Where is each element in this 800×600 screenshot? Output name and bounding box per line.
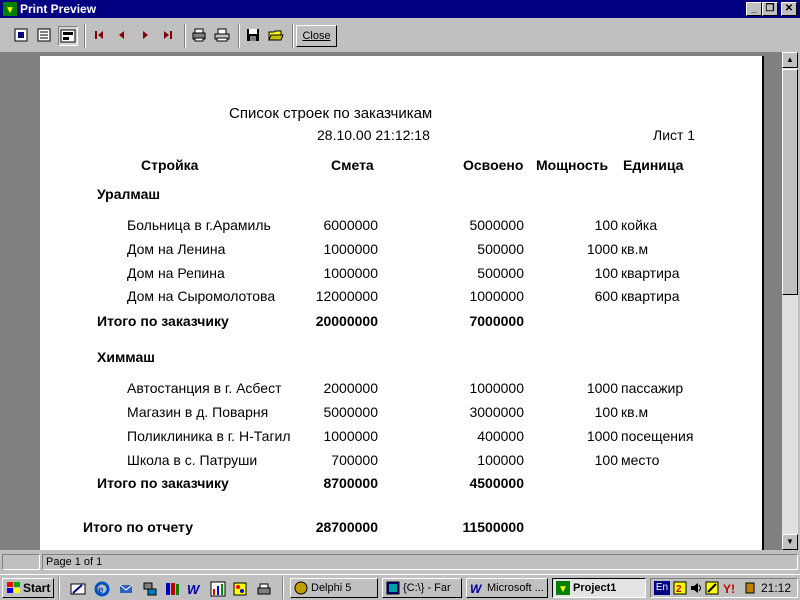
- scroll-up-button[interactable]: ▲: [782, 52, 798, 68]
- system-tray: [650, 578, 798, 598]
- printer-app-icon[interactable]: [256, 581, 272, 597]
- status-bar: [0, 552, 800, 572]
- cell-estimate: 2000000: [323, 380, 378, 396]
- cell-completed: 5000000: [469, 217, 524, 233]
- cell-completed: 3000000: [469, 404, 524, 420]
- cell-capacity: 1000: [586, 428, 618, 444]
- toolbar-separator: [292, 24, 294, 48]
- show-desktop-icon[interactable]: [70, 581, 86, 597]
- cell-capacity: 100: [594, 265, 618, 281]
- cell-unit: пассажир: [621, 380, 684, 396]
- svg-text:▼: ▼: [5, 5, 15, 16]
- customer-name: Химмаш: [97, 349, 155, 365]
- task-label: Project1: [573, 582, 617, 594]
- task-label: {C:\} - Far: [403, 582, 451, 594]
- tray-pen-icon[interactable]: [705, 581, 719, 595]
- start-button[interactable]: [2, 578, 54, 598]
- title-bar: [0, 0, 800, 18]
- task-project1[interactable]: [552, 578, 646, 598]
- first-page-button[interactable]: [90, 26, 110, 46]
- customer-total-completed: 7000000: [469, 313, 524, 329]
- header-unit: Единица: [623, 157, 684, 173]
- next-page-icon: [136, 26, 154, 44]
- grand-total-estimate: 28700000: [315, 519, 378, 535]
- grand-total-label: Итого по отчету: [83, 519, 194, 535]
- cell-estimate: 1000000: [323, 428, 378, 444]
- network-icon[interactable]: [142, 581, 158, 597]
- open-folder-icon: [267, 26, 285, 44]
- paint-icon[interactable]: [232, 581, 248, 597]
- header-capacity: Мощность: [536, 157, 609, 173]
- taskbar-separator: [282, 577, 284, 599]
- grand-total-completed: 11500000: [462, 519, 524, 535]
- cell-capacity: 100: [594, 404, 618, 420]
- customer-name: Уралмаш: [97, 186, 161, 202]
- page-width-icon: [35, 26, 53, 44]
- yahoo-messenger-icon[interactable]: [723, 581, 739, 595]
- customer-total-completed: 4500000: [469, 475, 524, 491]
- windows-logo-icon: [6, 581, 22, 595]
- chart-app-icon[interactable]: [210, 581, 226, 597]
- report-sheet-number: Лист 1: [653, 127, 696, 143]
- prev-page-button[interactable]: [113, 26, 133, 46]
- last-page-button[interactable]: [159, 26, 179, 46]
- printer-setup-icon: [190, 26, 208, 44]
- cell-site: Поликлиника в г. Н-Тагил: [127, 428, 291, 444]
- cell-completed: 400000: [477, 428, 524, 444]
- printer-icon: [213, 26, 231, 44]
- toolbar-separator: [184, 24, 186, 48]
- svg-text:▼: ▼: [558, 584, 568, 595]
- task-delphi[interactable]: [290, 578, 378, 598]
- toolbar-separator: [84, 24, 86, 48]
- cell-estimate: 6000000: [323, 217, 378, 233]
- zoom-100-button[interactable]: [58, 26, 78, 46]
- cell-estimate: 700000: [331, 452, 378, 468]
- cell-estimate: 5000000: [323, 404, 378, 420]
- task-label: Delphi 5: [311, 582, 352, 594]
- print-button[interactable]: [213, 26, 233, 46]
- toolbar: [0, 20, 800, 52]
- close-window-button[interactable]: ✕: [781, 2, 797, 16]
- speaker-icon[interactable]: [689, 581, 703, 595]
- customer-total-label: Итого по заказчику: [97, 475, 229, 491]
- cell-site: Автостанция в г. Асбест: [127, 380, 282, 396]
- whole-page-icon: [12, 26, 30, 44]
- far-manager-icon: [386, 581, 400, 595]
- svg-text:W: W: [470, 582, 482, 595]
- minimize-button[interactable]: _: [746, 2, 762, 16]
- close-preview-button[interactable]: Close: [296, 25, 337, 47]
- status-page-indicator: Page 1 of 1: [42, 554, 798, 570]
- task-label: Microsoft ...: [487, 582, 544, 594]
- cell-unit: койка: [621, 217, 658, 233]
- cell-estimate: 1000000: [323, 241, 378, 257]
- tray-app-icon[interactable]: [673, 581, 687, 595]
- cell-unit: посещения: [621, 428, 694, 444]
- cell-estimate: 1000000: [323, 265, 378, 281]
- cell-site: Дом на Репина: [127, 265, 225, 281]
- cell-unit: место: [621, 452, 660, 468]
- cell-site: Школа в с. Патруши: [127, 452, 258, 468]
- project-app-icon: [556, 581, 570, 595]
- cell-unit: кв.м: [621, 404, 649, 420]
- cell-unit: кв.м: [621, 241, 649, 257]
- cell-completed: 100000: [477, 452, 524, 468]
- outlook-express-icon[interactable]: [118, 581, 134, 597]
- scroll-thumb[interactable]: [782, 69, 798, 295]
- cell-completed: 1000000: [469, 380, 524, 396]
- open-button[interactable]: [267, 26, 287, 46]
- cell-estimate: 12000000: [315, 288, 378, 304]
- window-title: Print Preview: [20, 2, 97, 16]
- report-title: Список строек по заказчикам: [229, 105, 433, 122]
- report-datetime: 28.10.00 21:12:18: [317, 127, 430, 143]
- header-site: Стройка: [141, 157, 199, 173]
- svg-text:2: 2: [676, 584, 682, 595]
- word-icon: [470, 581, 484, 595]
- clock[interactable]: 21:12: [761, 581, 792, 595]
- status-panel-empty: [2, 554, 40, 570]
- task-far[interactable]: [382, 578, 462, 598]
- first-page-icon: [90, 26, 108, 44]
- cell-capacity: 600: [594, 288, 618, 304]
- word-icon[interactable]: [186, 581, 202, 597]
- taskbar: [0, 574, 800, 600]
- last-page-icon: [159, 26, 177, 44]
- cell-capacity: 100: [594, 217, 618, 233]
- maximize-button[interactable]: ❐: [762, 2, 778, 16]
- vertical-scrollbar[interactable]: [782, 52, 798, 550]
- cell-capacity: 1000: [586, 241, 618, 257]
- start-label: Start: [23, 581, 51, 595]
- cell-site: Дом на Ленина: [127, 241, 226, 257]
- language-indicator[interactable]: En: [655, 582, 669, 593]
- next-page-button[interactable]: [136, 26, 156, 46]
- taskbar-separator: [58, 577, 60, 599]
- customer-total-label: Итого по заказчику: [97, 313, 229, 329]
- books-icon[interactable]: [164, 581, 180, 597]
- tray-tool-icon[interactable]: [743, 581, 757, 595]
- cell-completed: 500000: [477, 241, 524, 257]
- cell-site: Магазин в д. Поварня: [127, 404, 269, 420]
- customer-total-estimate: 20000000: [315, 313, 378, 329]
- delphi-icon: [294, 581, 308, 595]
- scroll-down-button[interactable]: ▼: [782, 534, 798, 550]
- internet-explorer-icon[interactable]: [94, 581, 110, 597]
- preview-area[interactable]: [0, 52, 782, 550]
- cell-site: Дом на Сыромолотова: [127, 288, 276, 304]
- customer-total-estimate: 8700000: [323, 475, 378, 491]
- toolbar-separator: [238, 24, 240, 48]
- prev-page-icon: [113, 26, 131, 44]
- svg-text:W: W: [187, 582, 200, 597]
- cell-capacity: 100: [594, 452, 618, 468]
- cell-unit: квартира: [621, 288, 680, 304]
- svg-text:e: e: [98, 585, 104, 596]
- save-button[interactable]: [244, 26, 264, 46]
- floppy-disk-icon: [244, 26, 262, 44]
- cell-unit: квартира: [621, 265, 680, 281]
- report-page: [40, 56, 764, 550]
- cell-completed: 500000: [477, 265, 524, 281]
- cell-site: Больница в г.Арамиль: [127, 217, 271, 233]
- svg-text:Y!: Y!: [723, 582, 735, 595]
- header-completed: Освоено: [463, 157, 524, 173]
- whole-page-button[interactable]: [12, 26, 32, 46]
- page-width-button[interactable]: [35, 26, 55, 46]
- cell-capacity: 1000: [586, 380, 618, 396]
- print-setup-button[interactable]: [190, 26, 210, 46]
- zoom-100-icon: [59, 27, 77, 45]
- cell-completed: 1000000: [469, 288, 524, 304]
- task-microsoft-word[interactable]: [466, 578, 548, 598]
- app-icon: [3, 2, 17, 16]
- header-estimate: Смета: [331, 157, 374, 173]
